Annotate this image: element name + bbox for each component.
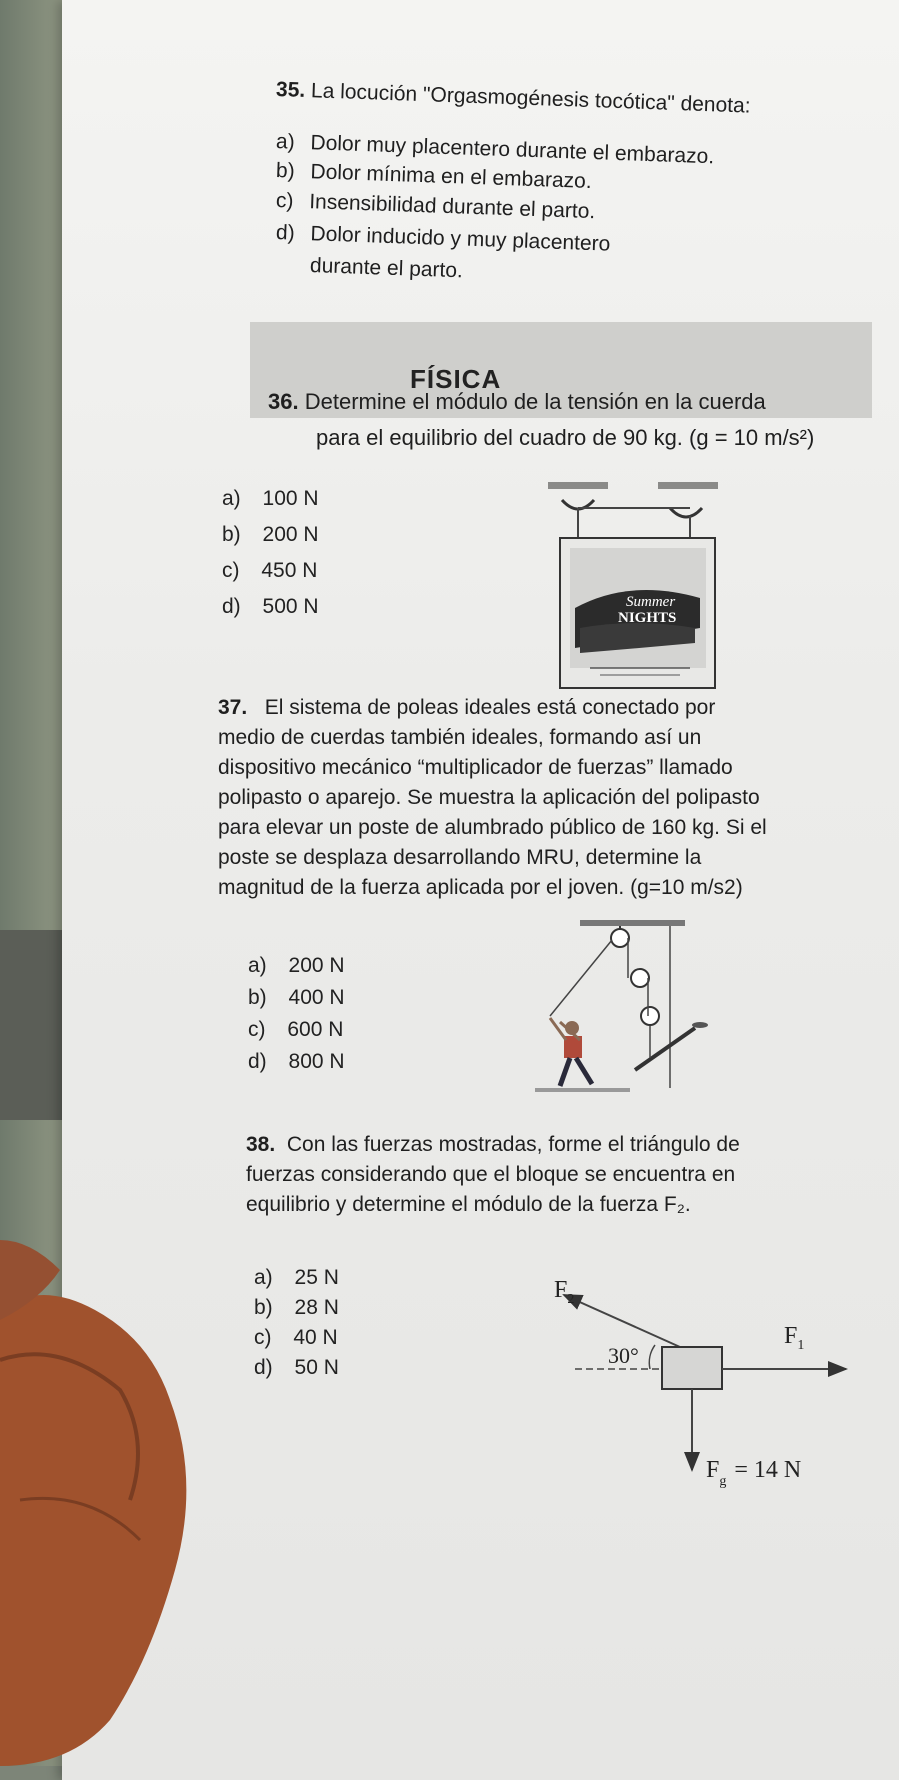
q38-option-a xyxy=(254,1266,339,1290)
q36-option-d-text: 500 N xyxy=(262,595,319,618)
f2-vector xyxy=(564,1295,680,1347)
q37-option-b-text: 400 N xyxy=(288,986,345,1009)
q36-option-b-text: 200 N xyxy=(262,523,319,546)
ceiling-beam xyxy=(580,920,685,926)
fg-label: $F_g = 14$ N xyxy=(706,1457,802,1489)
block xyxy=(662,1347,722,1389)
q37-option-a-letter: a) xyxy=(248,954,267,977)
q36-option-a-text: 100 N xyxy=(262,487,319,510)
q37-line1-text: El sistema de poleas ideales está conectado por xyxy=(264,696,716,719)
q38-option-d-letter: d) xyxy=(254,1356,273,1379)
q37-number: 37. xyxy=(218,696,248,719)
q38-option-d xyxy=(254,1356,339,1380)
q37-stem xyxy=(218,693,873,903)
q38-option-a-letter: a) xyxy=(254,1266,273,1289)
q36-option-a xyxy=(222,487,319,511)
q38-option-c-text: 40 N xyxy=(293,1326,338,1349)
q38-option-d-text: 50 N xyxy=(294,1356,339,1379)
q37-line6: poste se desplaza desarrollando MRU, determine la xyxy=(218,846,702,869)
q38-option-a-text: 25 N xyxy=(294,1266,339,1289)
q35-option-b-text: Dolor mínima en el embarazo. xyxy=(310,160,593,194)
q38-line1-text: Con las fuerzas mostradas, forme el triángulo de xyxy=(286,1133,740,1156)
angle-arc xyxy=(649,1345,655,1369)
q37-option-a-text: 200 N xyxy=(288,954,345,977)
q36-hanging-picture-diagram xyxy=(540,478,740,698)
q38-line3: equilibrio y determine el módulo de la fuerza F₂. xyxy=(246,1193,691,1216)
young-man-figure xyxy=(550,1018,592,1086)
q36-stem-line1 xyxy=(268,388,766,415)
q37-pulley-system-diagram xyxy=(520,918,740,1108)
q35-option-a-letter: a) xyxy=(275,130,296,154)
section-title: FÍSICA xyxy=(410,364,502,394)
lower-pulley-icon xyxy=(641,1007,659,1025)
q36-option-c-text: 450 N xyxy=(261,559,318,582)
q37-line2: medio de cuerdas también ideales, formando así un xyxy=(218,726,702,749)
q37-line3: dispositivo mecánico “multiplicador de fuerzas” llamado xyxy=(218,756,733,779)
q37-option-d-text: 800 N xyxy=(288,1050,345,1073)
q38-option-b-text: 28 N xyxy=(294,1296,339,1319)
poster-title-script: Summer xyxy=(626,594,676,610)
q38-option-b xyxy=(254,1296,339,1320)
hand-holding-paper xyxy=(0,1240,230,1766)
ceiling-mount-right xyxy=(658,482,718,489)
f2-label: $F_2$ xyxy=(554,1277,575,1307)
q35-number: 35. xyxy=(275,78,306,103)
q35-option-b-letter: b) xyxy=(275,159,296,183)
q38-option-b-letter: b) xyxy=(254,1296,273,1319)
q36-option-d-letter: d) xyxy=(222,595,241,618)
q36-option-d xyxy=(222,595,319,619)
q35-text: La locución "Orgasmogénesis tocótica" denota: xyxy=(310,79,752,118)
q36-option-c xyxy=(222,559,317,583)
q38-line1 xyxy=(246,1130,874,1160)
q36-option-c-letter: c) xyxy=(222,559,240,582)
pulley-right-icon xyxy=(670,508,702,517)
q36-line1-text: Determine el módulo de la tensión en la cuerda xyxy=(304,389,766,414)
q37-line4: polipasto o aparejo. Se muestra la aplicación del polipasto xyxy=(218,786,760,809)
q37-option-d-letter: d) xyxy=(248,1050,267,1073)
q37-option-b-letter: b) xyxy=(248,986,267,1009)
f1-label: $F_1$ xyxy=(784,1323,805,1353)
q37-line7: magnitud de la fuerza aplicada por el joven. (g=10 m/s2) xyxy=(218,876,743,899)
q38-line2: fuerzas considerando que el bloque se encuentra en xyxy=(246,1163,736,1186)
poster-title: NIGHTS xyxy=(618,610,677,626)
q38-option-c-letter: c) xyxy=(254,1326,272,1349)
q36-option-b xyxy=(222,523,319,547)
angle-label: 30° xyxy=(608,1343,639,1368)
q36-number: 36. xyxy=(268,389,299,414)
q37-option-c-letter: c) xyxy=(248,1018,266,1041)
q35-option-d-continuation: durante el parto. xyxy=(309,254,464,283)
q37-option-a xyxy=(248,954,345,978)
q35-option-d-letter: d) xyxy=(275,221,296,245)
q35-option-a-text: Dolor muy placentero durante el embarazo. xyxy=(310,131,715,169)
q37-line1 xyxy=(218,693,873,723)
q37-option-d xyxy=(248,1050,345,1074)
q36-option-a-letter: a) xyxy=(222,487,241,510)
q38-number: 38. xyxy=(246,1133,276,1156)
q35-option-c-text: Insensibilidad durante el parto. xyxy=(308,190,596,224)
lamp-post xyxy=(635,1028,695,1070)
q35-option-d-text: Dolor inducido y muy placentero xyxy=(310,222,611,256)
q36-option-b-letter: b) xyxy=(222,523,241,546)
middle-pulley-icon xyxy=(631,969,649,987)
q38-stem xyxy=(246,1130,874,1220)
q37-option-b xyxy=(248,986,345,1010)
q38-option-c xyxy=(254,1326,338,1350)
q38-force-diagram xyxy=(540,1265,870,1505)
q36-stem-line2: para el equilibrio del cuadro de 90 kg. (g = 10 m/s²) xyxy=(316,425,815,450)
q37-option-c xyxy=(248,1018,343,1042)
q37-option-c-text: 600 N xyxy=(287,1018,344,1041)
top-pulley-icon xyxy=(611,929,629,947)
q35-option-c-letter: c) xyxy=(275,189,294,213)
ceiling-mount-left xyxy=(548,482,608,489)
q37-line5: para elevar un poste de alumbrado público de 160 kg. Si el xyxy=(218,816,767,839)
